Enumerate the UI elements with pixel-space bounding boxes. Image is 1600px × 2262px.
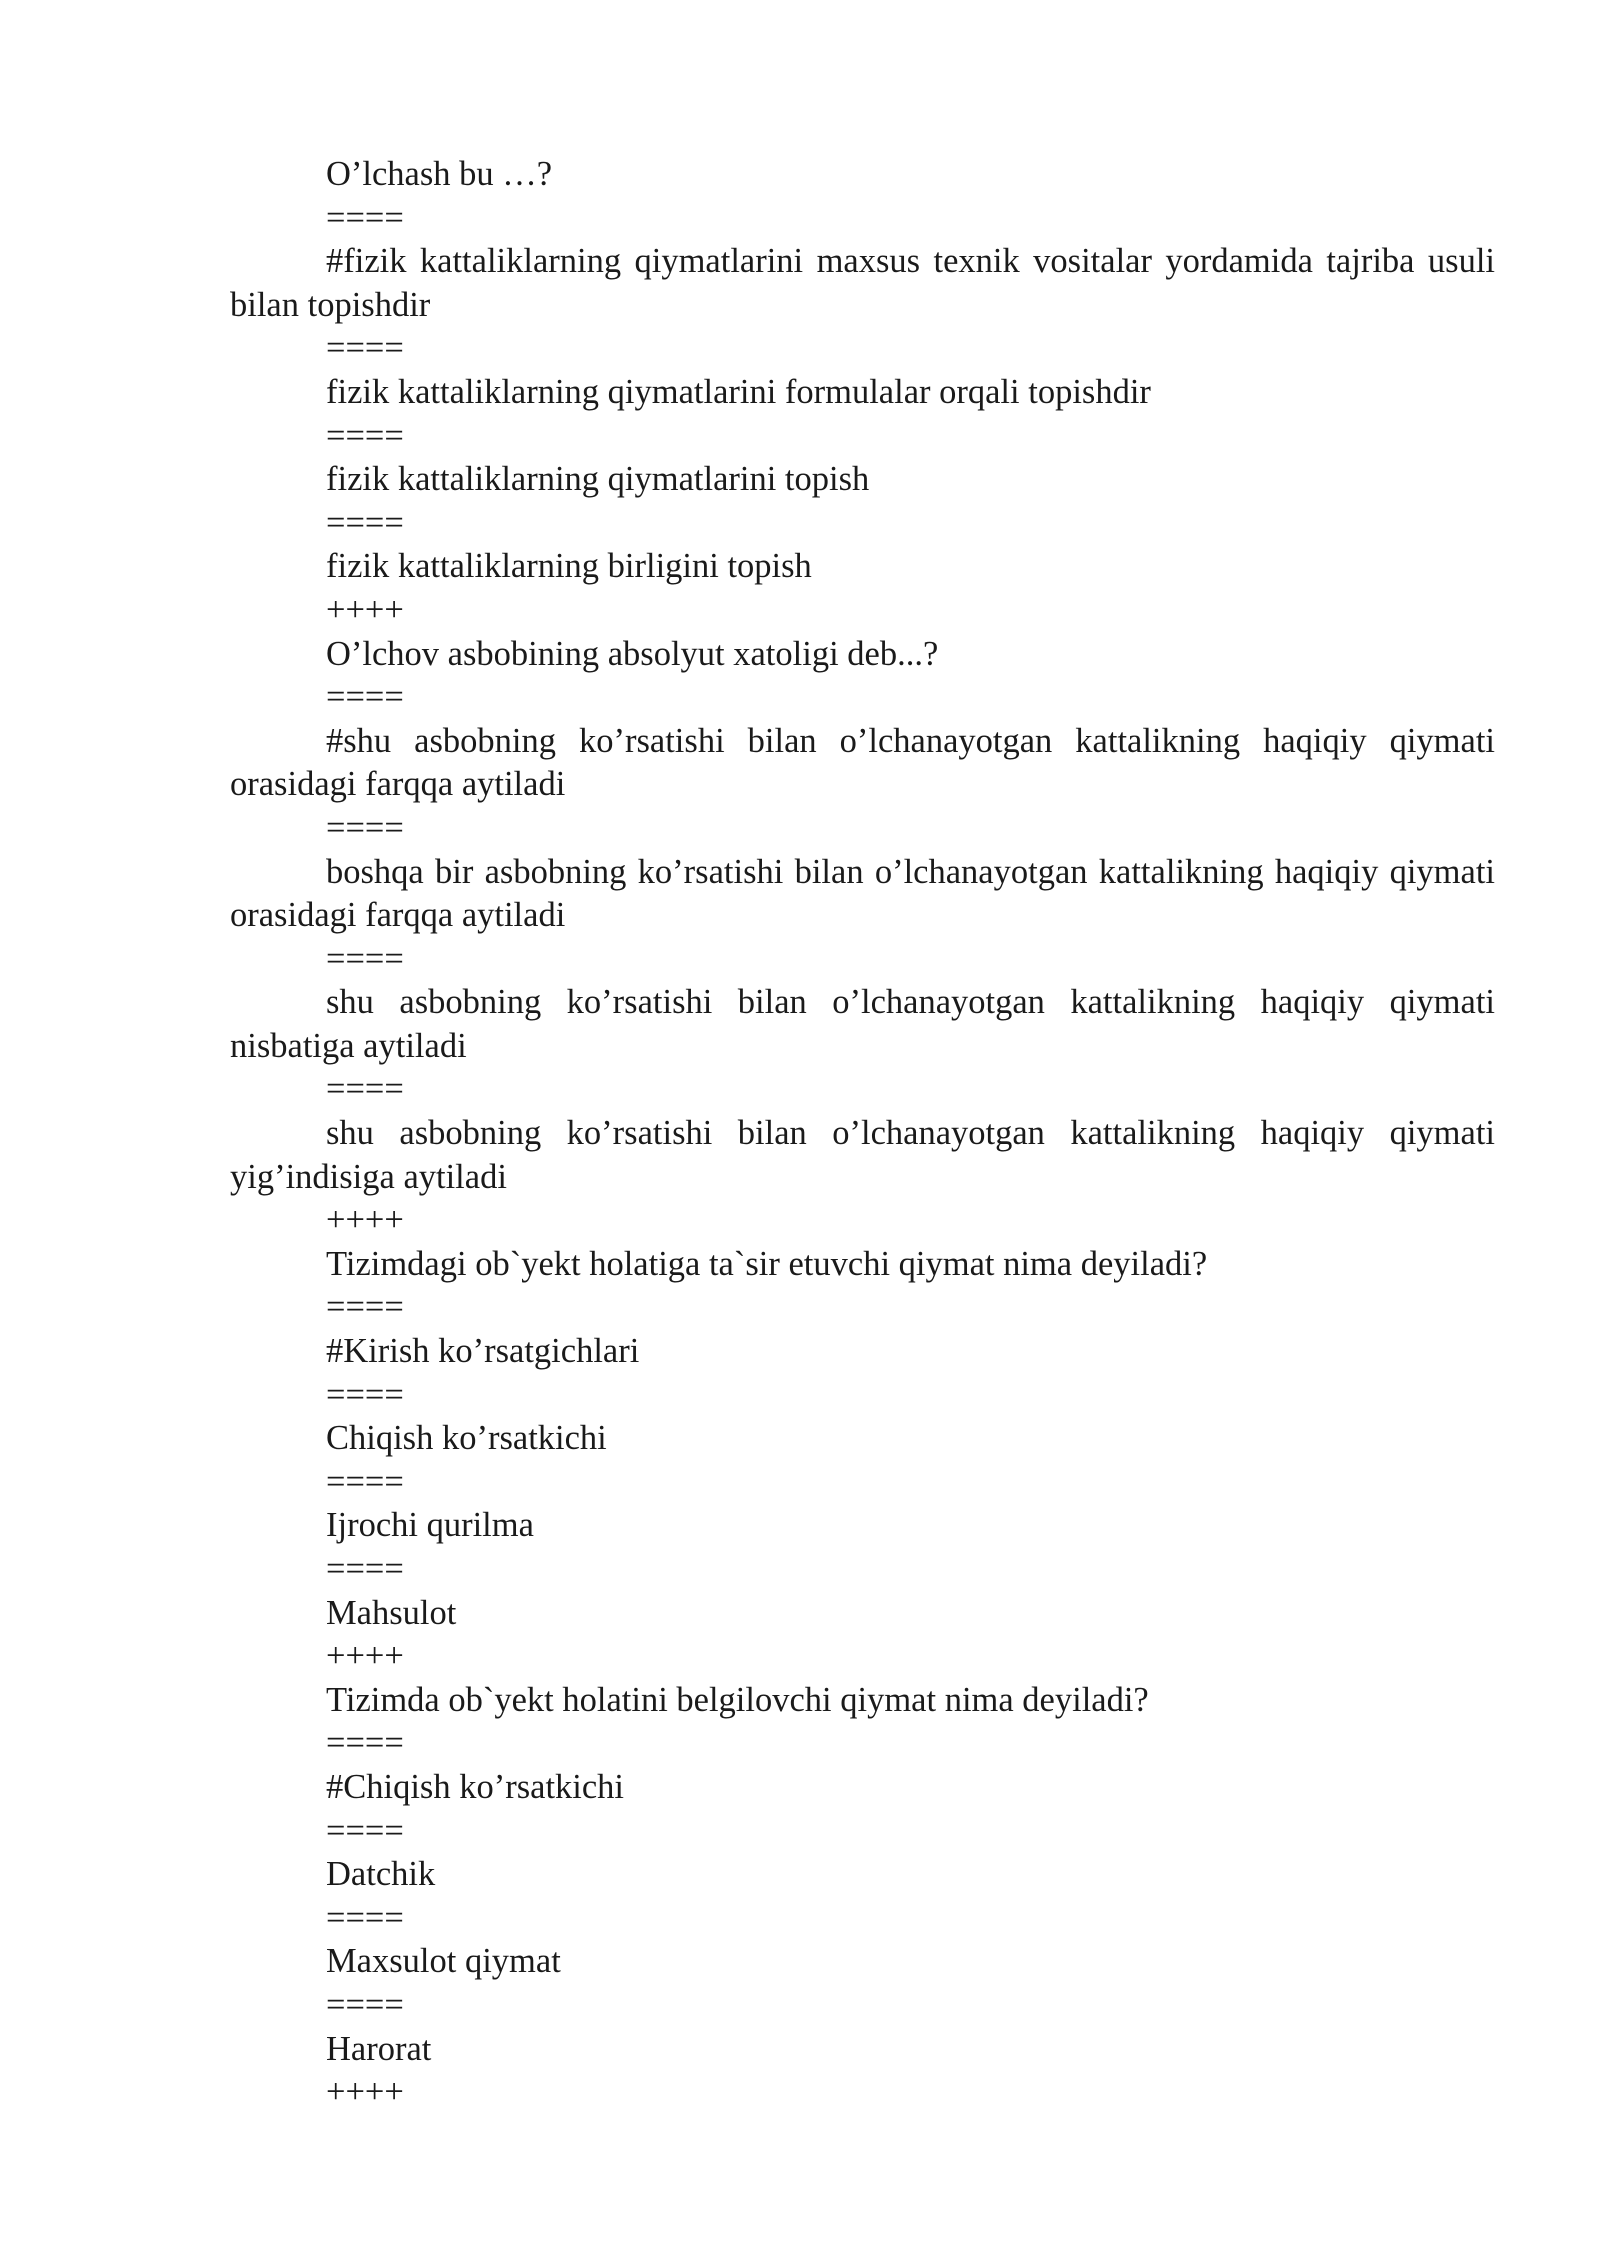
separator: ==== — [326, 416, 404, 455]
answer-option: shu asbobning ko’rsatishi bilan o’lchanayotgan kattalikning haqiqiy qiymati nisbatiga aytiladi — [230, 983, 1495, 1065]
question-delimiter: ++++ — [326, 2073, 404, 2112]
answer-option: #Kirish ko’rsatgichlari — [326, 1332, 640, 1371]
separator: ==== — [326, 1724, 404, 1763]
answer-option: #shu asbobning ko’rsatishi bilan o’lchanayotgan kattalikning haqiqiy qiymati orasidagi farqqa aytiladi — [230, 721, 1495, 804]
question-delimiter: ++++ — [326, 1201, 404, 1240]
separator: ==== — [326, 678, 404, 717]
separator: ==== — [326, 1550, 404, 1588]
question-text: O’lchov asbobining absolyut xatoligi deb...? — [326, 634, 939, 673]
question-text: O’lchash bu …? — [326, 155, 553, 193]
answer-option: shu asbobning ko’rsatishi bilan o’lchanayotgan kattalikning haqiqiy qiymati yig’indisiga aytiladi — [230, 1114, 1495, 1196]
separator: ==== — [326, 1985, 404, 2024]
answer-option: Datchik — [326, 1855, 436, 1894]
answer-option: Mahsulot — [326, 1593, 457, 1632]
answer-option: fizik kattaliklarning birligini topish — [326, 547, 812, 586]
answer-option: Maxsulot qiymat — [326, 1942, 561, 1981]
answer-option: Harorat — [326, 2029, 432, 2068]
question-delimiter: ++++ — [326, 1637, 404, 1676]
separator: ==== — [326, 808, 404, 847]
separator: ==== — [326, 1288, 404, 1327]
answer-option: fizik kattaliklarning qiymatlarini topish — [326, 460, 870, 499]
separator: ==== — [326, 1375, 404, 1414]
answer-option: #fizik kattaliklarning qiymatlarini maxsus texnik vositalar yordamida tajriba usuli bilan topishdir — [230, 242, 1495, 324]
separator: ==== — [326, 1462, 404, 1501]
question-delimiter: ++++ — [326, 590, 404, 629]
answer-option: Chiqish ko’rsatkichi — [326, 1419, 607, 1458]
answer-option: #Chiqish ko’rsatkichi — [326, 1767, 625, 1806]
separator: ==== — [326, 329, 404, 368]
document-body — [230, 153, 1495, 2115]
question-text: Tizimdagi ob`yekt holatiga ta`sir etuvchi qiymat nima deyiladi? — [326, 1244, 1208, 1283]
answer-option: boshqa bir asbobning ko’rsatishi bilan o’lchanayotgan kattalikning haqiqiy qiymati orasidagi farqqa aytiladi — [230, 852, 1495, 935]
separator: ==== — [326, 1070, 404, 1109]
separator: ==== — [326, 503, 404, 542]
answer-option: Ijrochi qurilma — [326, 1506, 534, 1545]
separator: ==== — [326, 1898, 404, 1937]
answer-option: fizik kattaliklarning qiymatlarini formulalar orqali topishdir — [326, 372, 1151, 411]
separator: ==== — [326, 1811, 404, 1850]
separator: ==== — [326, 939, 404, 978]
separator: ==== — [326, 198, 404, 237]
question-text: Tizimda ob`yekt holatini belgilovchi qiymat nima deyiladi? — [326, 1680, 1149, 1719]
